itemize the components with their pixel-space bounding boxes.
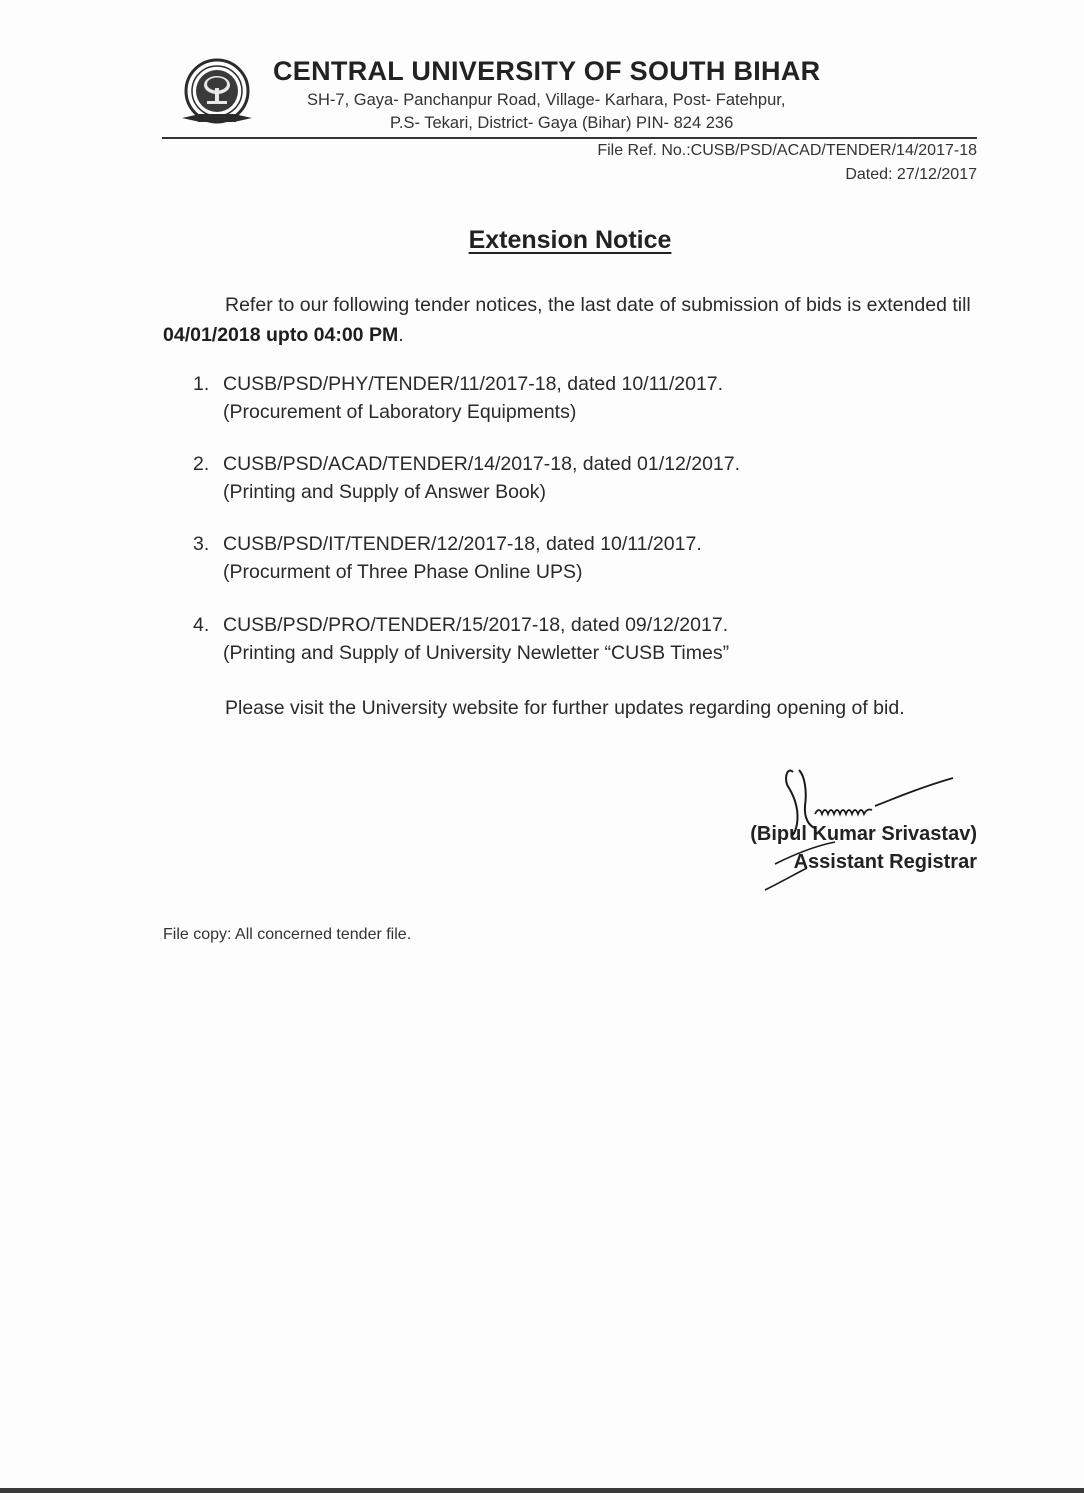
intro-paragraph bbox=[163, 290, 977, 350]
intro-end: . bbox=[398, 324, 404, 346]
notice-title: Extension Notice bbox=[468, 226, 672, 254]
tender-description: (Procurement of Laboratory Equipments) bbox=[223, 401, 577, 423]
university-name: CENTRAL UNIVERSITY OF SOUTH BIHAR bbox=[273, 56, 821, 86]
tender-ref: CUSB/PSD/PHY/TENDER/11/2017-18, dated 10/11/2017. bbox=[223, 373, 724, 395]
tender-number: 1. bbox=[193, 373, 210, 395]
tender-number: 3. bbox=[193, 533, 210, 555]
tender-item-2 bbox=[193, 450, 740, 506]
document-date: Dated: 27/12/2017 bbox=[845, 166, 977, 183]
tender-description: (Printing and Supply of Answer Book) bbox=[223, 481, 547, 503]
university-seal-icon bbox=[180, 56, 254, 130]
file-reference-number: File Ref. No.:CUSB/PSD/ACAD/TENDER/14/2017-18 bbox=[597, 142, 977, 159]
address-line-1: SH-7, Gaya- Panchanpur Road, Village- Karhara, Post- Fatehpur, bbox=[307, 91, 786, 109]
deadline-text: 04/01/2018 upto 04:00 PM bbox=[163, 324, 399, 346]
tender-ref: CUSB/PSD/PRO/TENDER/15/2017-18, dated 09/12/2017. bbox=[223, 614, 729, 636]
signatory-name: (Bipul Kumar Srivastav) bbox=[750, 823, 977, 845]
scan-bottom-edge bbox=[0, 1488, 1084, 1493]
header-divider bbox=[162, 137, 977, 139]
file-copy-note: File copy: All concerned tender file. bbox=[163, 926, 412, 943]
tender-description: (Procurment of Three Phase Online UPS) bbox=[223, 561, 583, 583]
tender-ref: CUSB/PSD/IT/TENDER/12/2017-18, dated 10/11/2017. bbox=[223, 533, 702, 555]
tender-number: 4. bbox=[193, 614, 210, 636]
tender-item-3 bbox=[193, 530, 702, 586]
intro-text: Refer to our following tender notices, the last date of submission of bids is extended till bbox=[225, 294, 971, 316]
tender-item-4 bbox=[193, 611, 729, 667]
handwritten-signature bbox=[735, 762, 965, 902]
tender-item-1 bbox=[193, 370, 723, 426]
tender-number: 2. bbox=[193, 453, 210, 475]
tender-description: (Printing and Supply of University Newletter “CUSB Times” bbox=[223, 642, 730, 664]
address-line-2: P.S- Tekari, District- Gaya (Bihar) PIN- 824 236 bbox=[390, 114, 734, 132]
closing-paragraph: Please visit the University website for further updates regarding opening of bid. bbox=[225, 697, 905, 719]
signatory-designation: Assistant Registrar bbox=[793, 851, 977, 873]
tender-ref: CUSB/PSD/ACAD/TENDER/14/2017-18, dated 01/12/2017. bbox=[223, 453, 741, 475]
